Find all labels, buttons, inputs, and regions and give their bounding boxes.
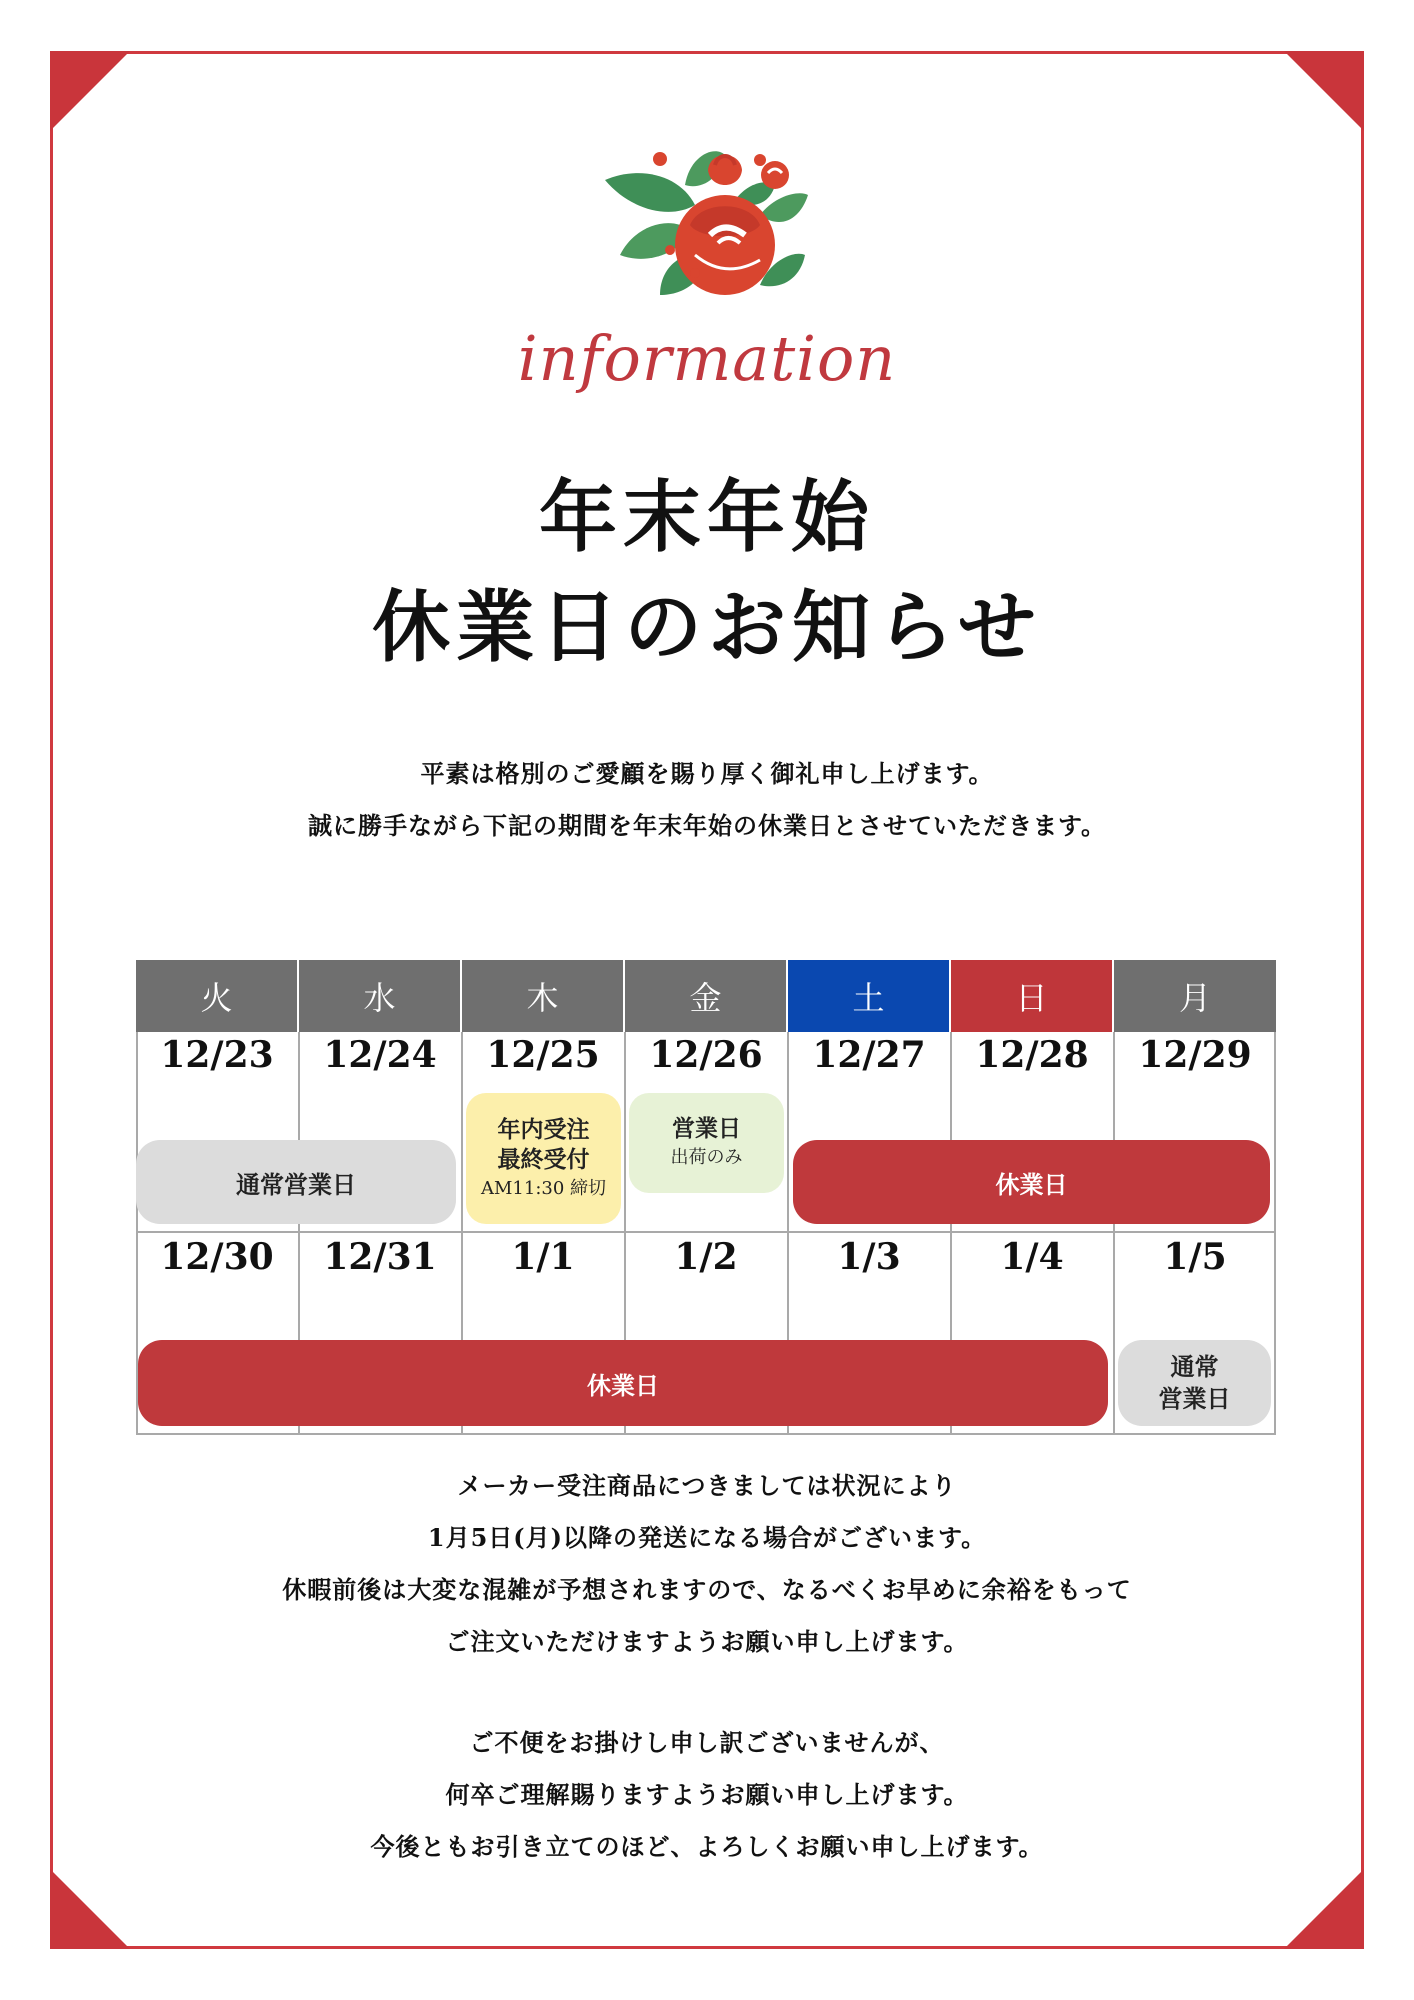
title-line-1: 年末年始	[538, 472, 875, 563]
date-cell: 1/4	[1000, 1236, 1064, 1278]
corner-ornament-bottom-left	[50, 1869, 130, 1949]
business-day-label: 営業日	[672, 1115, 741, 1142]
notice-line: 1月5日(月)以降の発送になる場合がございます。	[427, 1523, 987, 1552]
information-heading: information	[517, 322, 897, 395]
notice-line: 休暇前後は大変な混雑が予想されますので、なるべくお早めに余裕をもって	[282, 1575, 1132, 1604]
date-cell: 1/5	[1163, 1236, 1227, 1278]
corner-ornament-bottom-right	[1284, 1869, 1364, 1949]
intro-line: 平素は格別のご愛顧を賜り厚く御礼申し上げます。	[420, 759, 994, 788]
holiday-bar: 休業日	[138, 1340, 1108, 1426]
grid-line	[1113, 1032, 1115, 1435]
notice-text	[0, 1460, 1414, 1668]
date-cell: 12/29	[1138, 1034, 1252, 1076]
shipping-only-badge	[629, 1093, 784, 1193]
closing-line: 何卒ご理解賜りますようお願い申し上げます。	[445, 1780, 969, 1809]
intro-text	[0, 748, 1414, 852]
intro-line: 誠に勝手ながら下記の期間を年末年始の休業日とさせていただきます。	[307, 811, 1107, 840]
last-order-line: 最終受付	[497, 1145, 590, 1173]
date-cell: 12/25	[486, 1034, 600, 1076]
camellia-flower-illustration	[600, 145, 810, 315]
weekday-header-sun: 日	[951, 960, 1114, 1032]
holiday-bar: 休業日	[793, 1140, 1270, 1224]
date-cell: 12/26	[649, 1034, 763, 1076]
closing-text	[0, 1717, 1414, 1873]
corner-ornament-top-left	[50, 51, 130, 131]
grid-line	[136, 1231, 1276, 1233]
holiday-calendar	[136, 960, 1276, 1435]
normal-business-short-label	[1118, 1340, 1271, 1426]
grid-line	[1274, 1032, 1276, 1435]
date-cell: 12/28	[975, 1034, 1089, 1076]
notice-line: ご注文いただけますようお願い申し上げます。	[445, 1627, 969, 1656]
grid-line	[136, 1433, 1276, 1435]
weekday-header-mon: 月	[1114, 960, 1276, 1032]
date-cell: 12/31	[323, 1236, 437, 1278]
title-line-2: 休業日のお知らせ	[372, 582, 1042, 673]
date-cell: 12/27	[812, 1034, 926, 1076]
normal-business-label: 通常営業日	[136, 1140, 456, 1224]
last-order-line: 年内受注	[497, 1115, 590, 1143]
date-cell: 1/1	[511, 1236, 575, 1278]
notice-line: メーカー受注商品につきましては状況により	[457, 1471, 957, 1500]
shipping-only-label: 出荷のみ	[670, 1147, 743, 1168]
corner-ornament-top-right	[1284, 51, 1364, 131]
date-cell: 12/30	[160, 1236, 274, 1278]
normal-short-line: 営業日	[1158, 1384, 1231, 1413]
last-order-time: AM11:30 締切	[480, 1177, 607, 1199]
last-order-badge	[466, 1093, 621, 1224]
date-cell: 1/3	[837, 1236, 901, 1278]
weekday-header-tue: 火	[136, 960, 299, 1032]
closing-line: ご不便をお掛けし申し訳ございませんが、	[469, 1728, 945, 1757]
date-cell: 12/23	[160, 1034, 274, 1076]
weekday-header-thu: 木	[462, 960, 625, 1032]
weekday-header-wed: 水	[299, 960, 462, 1032]
normal-short-line: 通常	[1170, 1352, 1219, 1381]
date-cell: 12/24	[323, 1034, 437, 1076]
weekday-header-sat: 土	[788, 960, 951, 1032]
date-cell: 1/2	[674, 1236, 738, 1278]
weekday-header-fri: 金	[625, 960, 788, 1032]
closing-line: 今後ともお引き立てのほど、よろしくお願い申し上げます。	[370, 1832, 1044, 1861]
